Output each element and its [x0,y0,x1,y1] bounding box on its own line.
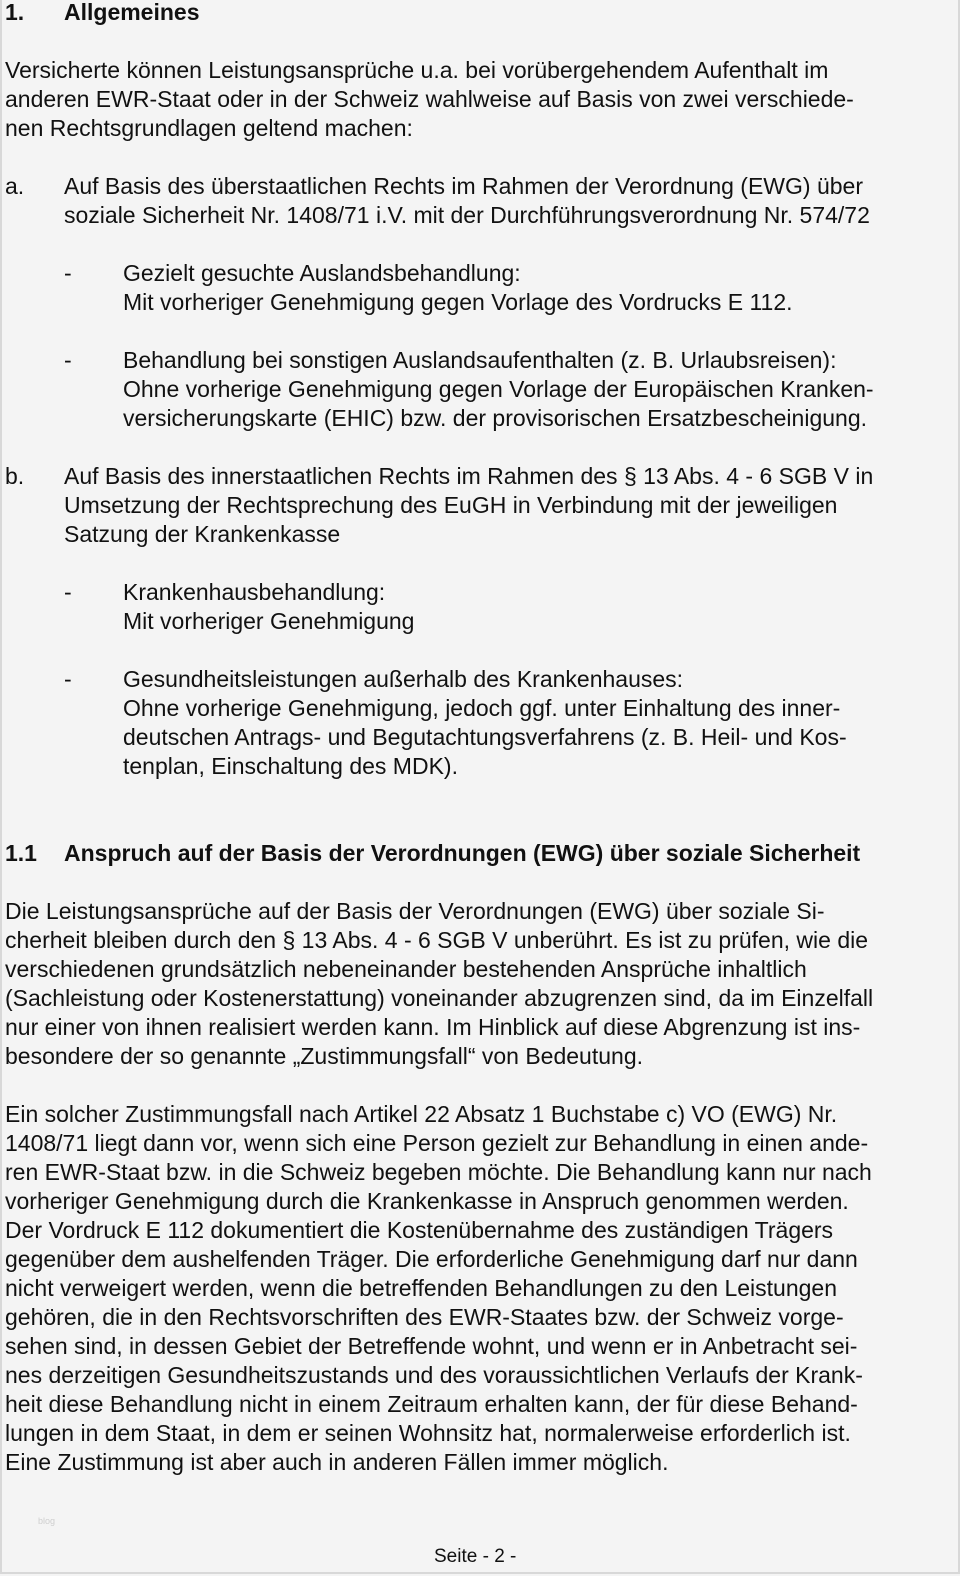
section-heading [5,0,955,27]
list-item [5,172,955,230]
list-item [5,665,955,781]
text-line: Ein solcher Zustimmungsfall nach Artikel 22 Absatz 1 Buchstabe c) VO (EWG) Nr. [5,1101,838,1127]
section-number: 1. [5,0,25,25]
text-line: versicherungskarte (EHIC) bzw. der provisorischen Ersatzbescheinigung. [123,405,867,431]
list-item [5,346,955,433]
list-marker: - [64,666,72,692]
text-line: sehen sind, in dessen Gebiet der Betreffende wohnt, und wenn er in Anbetracht sei- [5,1333,858,1359]
text-line: Satzung der Krankenkasse [64,521,341,547]
text-line: verschiedenen grundsätzlich nebeneinander bestehenden Ansprüche inhaltlich [5,956,807,982]
text-line: nicht verweigert werden, wenn die betreffenden Behandlungen zu den Leistungen [5,1275,838,1301]
list-item [5,462,955,549]
text-line: heit diese Behandlung nicht in einem Zeitraum erhalten kann, der für diese Behand- [5,1391,858,1417]
text-line: gehören, die in den Rechtsvorschriften des EWR-Staates bzw. der Schweiz vorge- [5,1304,844,1330]
text-line: deutschen Antrags- und Begutachtungsverfahrens (z. B. Heil- und Kos- [123,724,847,750]
text-line: tenplan, Einschaltung des MDK). [123,753,458,779]
list-item [5,259,955,317]
text-line: (Sachleistung oder Kostenerstattung) voneinander abzugrenzen sind, da im Einzelfall [5,985,874,1011]
text-line: Die Leistungsansprüche auf der Basis der Verordnungen (EWG) über soziale Si- [5,898,825,924]
paragraph [5,897,955,1071]
list-item [5,578,955,636]
section-number: 1.1 [5,840,37,866]
text-line: Gezielt gesuchte Auslandsbehandlung: [123,260,521,286]
text-line: Krankenhausbehandlung: [123,579,386,605]
text-line: lungen in dem Staat, in dem er seinen Wohnsitz hat, normalerweise erforderlich ist. [5,1420,851,1446]
list-marker: - [64,347,72,373]
text-line: Eine Zustimmung ist aber auch in anderen Fällen immer möglich. [5,1449,669,1475]
text-line: soziale Sicherheit Nr. 1408/71 i.V. mit der Durchführungsverordnung Nr. 574/72 [64,202,870,228]
text-line: Ohne vorherige Genehmigung, jedoch ggf. unter Einhaltung des inner- [123,695,841,721]
text-line: Auf Basis des überstaatlichen Rechts im Rahmen der Verordnung (EWG) über [64,173,863,199]
text-line: Versicherte können Leistungsansprüche u.a. bei vorübergehendem Aufenthalt im [5,57,829,83]
document-body [5,0,955,1506]
list-marker: b. [5,463,25,489]
text-line: cherheit bleiben durch den § 13 Abs. 4 - 6 SGB V unberührt. Es ist zu prüfen, wie die [5,927,869,953]
list-marker: - [64,260,72,286]
text-line: Gesundheitsleistungen außerhalb des Krankenhauses: [123,666,684,692]
section-title: Allgemeines [64,0,200,25]
text-line: anderen EWR-Staat oder in der Schweiz wahlweise auf Basis von zwei verschiede- [5,86,854,112]
text-line: Behandlung bei sonstigen Auslandsaufenthalten (z. B. Urlaubsreisen): [123,347,837,373]
text-line: besondere der so genannte „Zustimmungsfall“ von Bedeutung. [5,1043,644,1069]
section-heading [5,839,955,868]
text-line: Ohne vorherige Genehmigung gegen Vorlage der Europäischen Kranken- [123,376,874,402]
paragraph [5,1100,955,1477]
text-line: nur einer von ihnen realisiert werden kann. Im Hinblick auf diese Abgrenzung ist ins- [5,1014,861,1040]
page-footer: Seite - 2 - [434,1546,517,1567]
text-line: Mit vorheriger Genehmigung gegen Vorlage des Vordrucks E 112. [123,289,793,315]
watermark: blog [38,1516,56,1526]
text-line: Umsetzung der Rechtsprechung des EuGH in Verbindung mit der jeweiligen [64,492,838,518]
text-line: vorheriger Genehmigung durch die Krankenkasse in Anspruch genommen werden. [5,1188,849,1214]
spacer [5,810,955,839]
text-line: ren EWR-Staat bzw. in die Schweiz begeben möchte. Die Behandlung kann nur nach [5,1159,872,1185]
text-line: Der Vordruck E 112 dokumentiert die Kostenübernahme des zuständigen Trägers [5,1217,834,1243]
text-line: nes derzeitigen Gesundheitszustands und des voraussichtlichen Verlaufs der Krank- [5,1362,863,1388]
list-marker: - [64,579,72,605]
section-title: Anspruch auf der Basis der Verordnungen (EWG) über soziale Sicherheit [64,840,861,866]
list-marker: a. [5,173,25,199]
text-line: 1408/71 liegt dann vor, wenn sich eine Person gezielt zur Behandlung in einen ande- [5,1130,869,1156]
text-line: nen Rechtsgrundlagen geltend machen: [5,115,413,141]
text-line: Auf Basis des innerstaatlichen Rechts im Rahmen des § 13 Abs. 4 - 6 SGB V in [64,463,874,489]
paragraph [5,56,955,143]
text-line: Mit vorheriger Genehmigung [123,608,415,634]
text-line: gegenüber dem aushelfenden Träger. Die erforderliche Genehmigung darf nur dann [5,1246,858,1272]
